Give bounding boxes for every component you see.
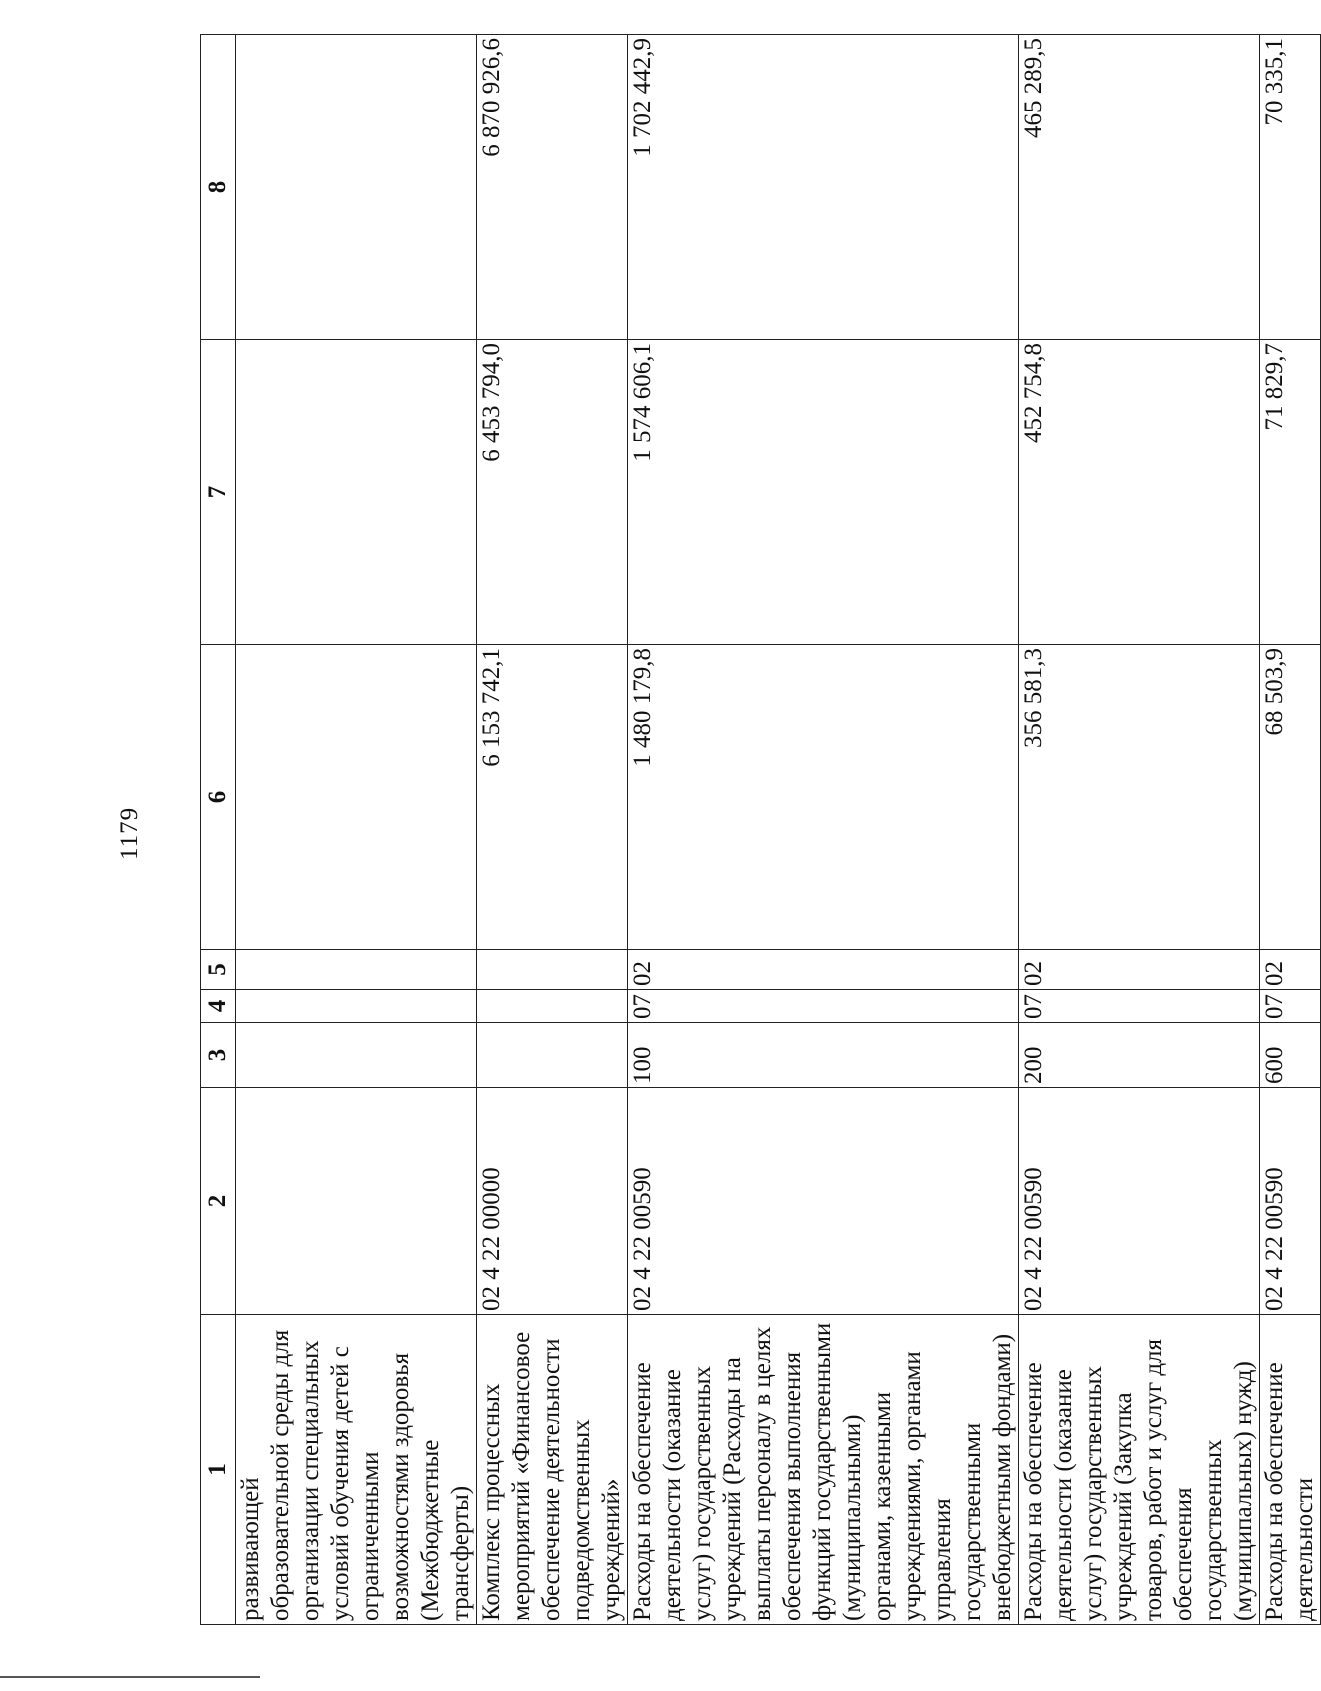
col-header-1: 1 — [201, 1315, 236, 1625]
row-col5: 02 — [1260, 950, 1321, 990]
budget-table-rotated — [200, 35, 1318, 1625]
col-header-7: 7 — [201, 340, 236, 645]
row-code: 02 4 22 00590 — [628, 1088, 1019, 1315]
row-value-6: 6 153 742,1 — [477, 645, 628, 950]
row-col5 — [477, 950, 628, 990]
row-value-6: 1 480 179,8 — [628, 645, 1019, 950]
row-value-7: 1 574 606,1 — [628, 340, 1019, 645]
table-row — [1019, 35, 1260, 1625]
row-col3: 200 — [1019, 1023, 1260, 1088]
table-row — [236, 35, 477, 1625]
row-name: Комплекс процессных мероприятий «Финансовое обеспечение деятельности подведомственных учреждений» — [477, 1315, 628, 1625]
row-name: Расходы на обеспечение деятельности — [1260, 1315, 1321, 1625]
footer-rule — [0, 1676, 260, 1678]
col-header-5: 5 — [201, 950, 236, 990]
row-value-7: 6 453 794,0 — [477, 340, 628, 645]
row-col3: 600 — [1260, 1023, 1321, 1088]
row-col5 — [236, 950, 477, 990]
budget-table — [200, 34, 1321, 1625]
row-code: 02 4 22 00590 — [1019, 1088, 1260, 1315]
row-value-8 — [236, 35, 477, 340]
row-value-8: 1 702 442,9 — [628, 35, 1019, 340]
row-code — [236, 1088, 477, 1315]
table-row — [477, 35, 628, 1625]
row-value-8: 70 335,1 — [1260, 35, 1321, 340]
row-code: 02 4 22 00000 — [477, 1088, 628, 1315]
row-col4 — [236, 990, 477, 1023]
row-value-8: 465 289,5 — [1019, 35, 1260, 340]
page-number: 1179 — [116, 806, 143, 860]
col-header-4: 4 — [201, 990, 236, 1023]
row-col4: 07 — [1260, 990, 1321, 1023]
row-value-7: 452 754,8 — [1019, 340, 1260, 645]
row-col5: 02 — [1019, 950, 1260, 990]
row-col4: 07 — [1019, 990, 1260, 1023]
row-value-6: 356 581,3 — [1019, 645, 1260, 950]
row-col4: 07 — [628, 990, 1019, 1023]
row-col3 — [236, 1023, 477, 1088]
header-row — [201, 35, 236, 1625]
row-value-7: 71 829,7 — [1260, 340, 1321, 645]
row-value-8: 6 870 926,6 — [477, 35, 628, 340]
row-col5: 02 — [628, 950, 1019, 990]
row-name: Расходы на обеспечение деятельности (оказание услуг) государственных учреждений (Закупка товаров, работ и услуг для обеспечения государственных (муниципальных) нужд) — [1019, 1315, 1260, 1625]
col-header-3: 3 — [201, 1023, 236, 1088]
row-col3: 100 — [628, 1023, 1019, 1088]
row-value-6 — [236, 645, 477, 950]
row-value-6: 68 503,9 — [1260, 645, 1321, 950]
row-col4 — [477, 990, 628, 1023]
row-name: развивающей образовательной среды для организации специальных условий обучения детей с ограниченными возможностями здоровья (Межбюджетные трансферты) — [236, 1315, 477, 1625]
row-name: Расходы на обеспечение деятельности (оказание услуг) государственных учреждений (Расходы на выплаты персоналу в целях обеспечения выполнения функций государственными (муниципальными) органами, казенными учреждениями, органами управления государственными внебюджетными фондами) — [628, 1315, 1019, 1625]
col-header-2: 2 — [201, 1088, 236, 1315]
col-header-6: 6 — [201, 645, 236, 950]
table-row — [1260, 35, 1321, 1625]
col-header-8: 8 — [201, 35, 236, 340]
row-col3 — [477, 1023, 628, 1088]
row-code: 02 4 22 00590 — [1260, 1088, 1321, 1315]
row-value-7 — [236, 340, 477, 645]
table-row — [628, 35, 1019, 1625]
